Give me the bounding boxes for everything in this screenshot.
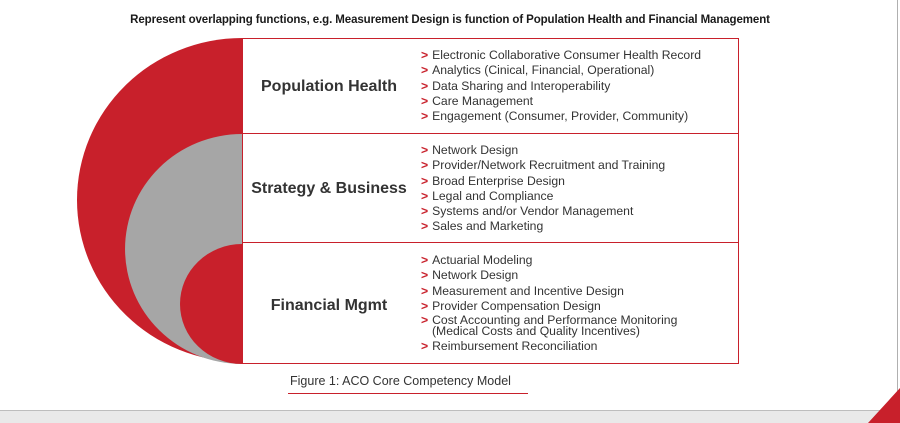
caption-underline (288, 393, 528, 394)
list-item: > Measurement and Incentive Design (421, 283, 624, 298)
list-item: > Sales and Marketing (421, 219, 544, 234)
chevron-right-icon: > (421, 313, 429, 328)
item-continuation: (Medical Costs and Quality Incentives) (432, 324, 640, 339)
chevron-right-icon: > (421, 253, 429, 267)
page-border (897, 0, 898, 410)
chevron-right-icon: > (421, 188, 429, 203)
item-list (421, 253, 677, 354)
chevron-right-icon: > (421, 173, 429, 188)
list-item: > Network Design (421, 143, 519, 157)
chevron-right-icon: > (421, 298, 429, 313)
strategy-business-row (242, 133, 739, 243)
list-item: > Data Sharing and Interoperability (421, 78, 611, 93)
list-item: > Care Management (421, 93, 534, 108)
item-list (421, 48, 701, 124)
list-item: > Systems and/or Vendor Management (421, 204, 634, 219)
bottom-scroll-area (0, 410, 900, 423)
list-item: > Provider/Network Recruitment and Training (421, 158, 666, 173)
list-item: > Electronic Collaborative Consumer Health Record (421, 48, 702, 62)
corner-fold-icon (868, 388, 900, 423)
chevron-right-icon: > (421, 109, 429, 124)
chevron-right-icon: > (421, 219, 429, 234)
list-item: > Actuarial Modeling (421, 253, 533, 267)
row-title: Financial Mgmt (270, 297, 388, 314)
list-item: > Network Design (421, 268, 519, 283)
chevron-right-icon: > (421, 78, 429, 93)
financial-mgmt-row (242, 242, 739, 364)
item-list (421, 143, 665, 235)
chevron-right-icon: > (421, 48, 429, 62)
chevron-right-icon: > (421, 283, 429, 298)
chevron-right-icon: > (421, 63, 429, 78)
chevron-right-icon: > (421, 93, 429, 108)
figure-caption: Figure 1: ACO Core Competency Model (290, 374, 511, 388)
list-item: > Provider Compensation Design (421, 298, 601, 313)
list-item: > Broad Enterprise Design (421, 173, 565, 188)
diagram-heading: Represent overlapping functions, e.g. Measurement Design is function of Population Health and Financial Management (130, 14, 770, 26)
chevron-right-icon: > (421, 143, 429, 157)
chevron-right-icon: > (421, 339, 429, 354)
chevron-right-icon: > (421, 204, 429, 219)
row-title: Population Health (261, 78, 397, 95)
population-health-row (242, 38, 739, 134)
row-title: Strategy & Business (251, 180, 407, 197)
list-item: > Cost Accounting and Performance Monitoring (Medical Costs and Quality Incentives) (421, 313, 678, 339)
chevron-right-icon: > (421, 268, 429, 283)
list-item: > Engagement (Consumer, Provider, Community) (421, 109, 689, 124)
chevron-right-icon: > (421, 158, 429, 173)
list-item: > Analytics (Cinical, Financial, Operational) (421, 63, 655, 78)
overlap-arcs (0, 0, 260, 410)
list-item: > Legal and Compliance (421, 188, 554, 203)
list-item: > Reimbursement Reconciliation (421, 339, 598, 354)
